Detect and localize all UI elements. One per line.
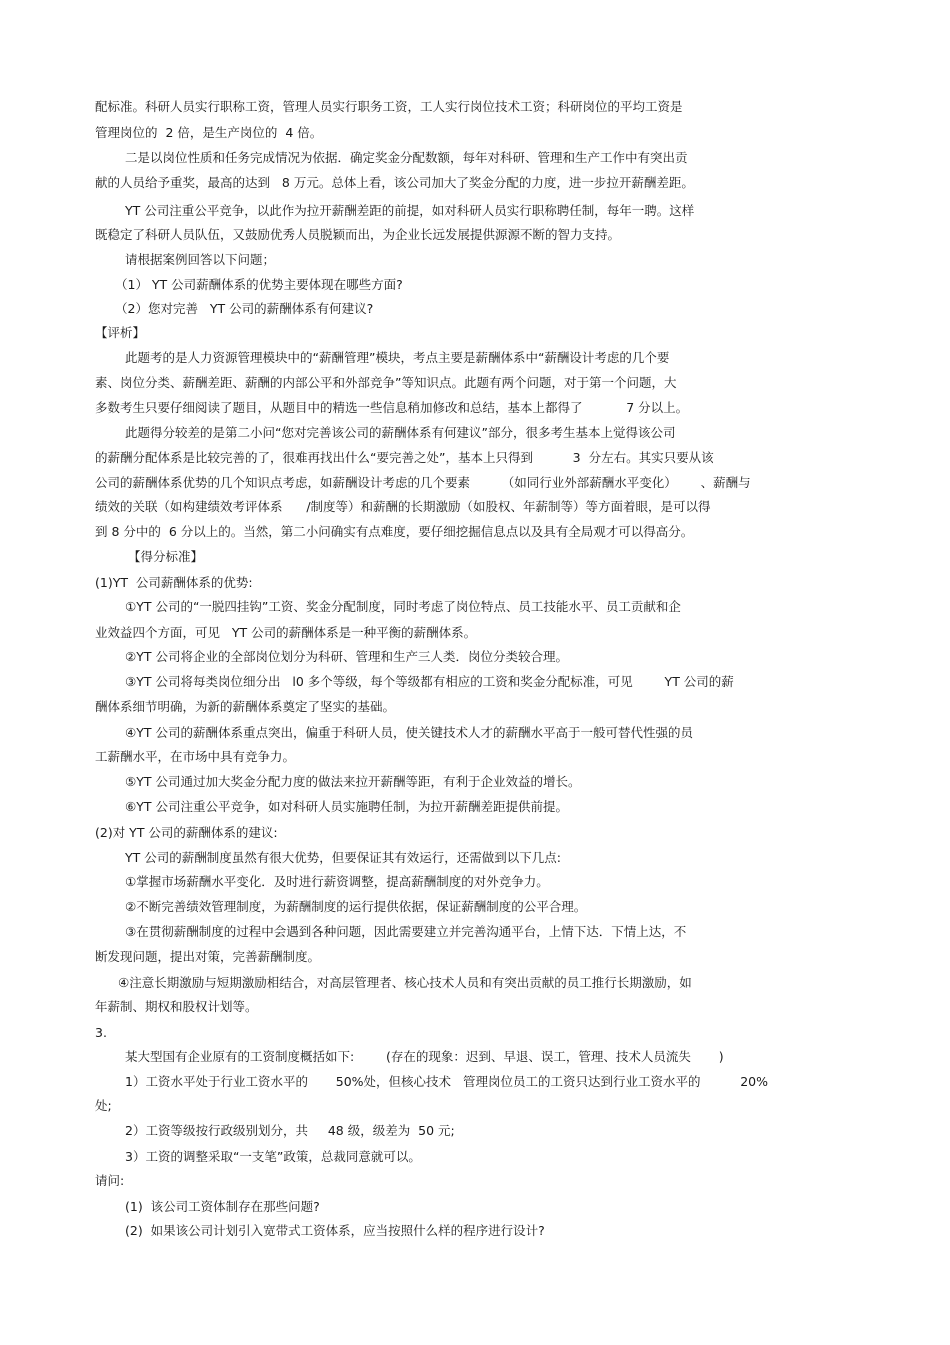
- text-line: 管理岗位的 2 倍，是生产岗位的 4 倍。: [95, 125, 323, 140]
- text-line: ⑤YT 公司通过加大奖金分配力度的做法来拉开薪酬等距，有利于企业效益的增长。: [125, 774, 581, 789]
- text-line: 绩效的关联（如构建绩效考评体系 /制度等）和薪酬的长期激励（如股权、年薪制等）等方面着眼，是可以得: [95, 499, 711, 514]
- text-line: 酬体系细节明确，为新的薪酬体系奠定了坚实的基础。: [95, 699, 396, 714]
- text-line: 素、岗位分类、薪酬差距、薪酬的内部公平和外部竞争”等知识点。此题有两个问题，对于第一个问题，大: [95, 375, 677, 390]
- text-line: ③YT 公司将每类岗位细分出 l0 多个等级，每个等级都有相应的工资和奖金分配标准，可见 YT 公司的薪: [125, 674, 734, 689]
- text-line: 公司的薪酬体系优势的几个知识点考虑，如薪酬设计考虑的几个要素 （如同行业外部薪酬水平变化） 、薪酬与: [95, 475, 751, 490]
- text-line: 的薪酬分配体系是比较完善的了，很难再找出什么“要完善之处”，基本上只得到 3 分左右。其实只要从该: [95, 450, 714, 465]
- text-line: 既稳定了科研人员队伍，又鼓励优秀人员脱颖而出，为企业长远发展提供源源不断的智力支持。: [95, 227, 621, 242]
- section-heading: 【评析】: [95, 325, 146, 340]
- text-line: ④注意长期激励与短期激励相结合，对高层管理者、核心技术人员和有突出贡献的员工推行长期激励，如: [118, 975, 692, 990]
- text-line: ③在贯彻薪酬制度的过程中会遇到各种问题，因此需要建立并完善沟通平台，上情下达．下情上达，不: [125, 924, 687, 939]
- text-line: 处;: [95, 1098, 112, 1113]
- question-number: 3.: [95, 1025, 107, 1040]
- text-line: (1)YT 公司薪酬体系的优势:: [95, 575, 253, 590]
- text-line: （1） YT 公司薪酬体系的优势主要体现在哪些方面?: [115, 277, 403, 292]
- text-line: 配标准。科研人员实行职称工资，管理人员实行职务工资，工人实行岗位技术工资；科研岗位的平均工资是: [95, 99, 683, 114]
- text-line: (1) 该公司工资体制存在那些问题?: [125, 1199, 320, 1214]
- text-line: YT 公司的薪酬制度虽然有很大优势，但要保证其有效运行，还需做到以下几点:: [125, 850, 561, 865]
- text-line: 工薪酬水平，在市场中具有竞争力。: [95, 749, 296, 764]
- text-line: 请问:: [95, 1173, 125, 1188]
- text-line: 此题考的是人力资源管理模块中的“薪酬管理”模块，考点主要是薪酬体系中“薪酬设计考虑的几个要: [125, 350, 670, 365]
- text-line: (2)对 YT 公司的薪酬体系的建议:: [95, 825, 278, 840]
- text-line: 二是以岗位性质和任务完成情况为依据．确定奖金分配数额，每年对科研、管理和生产工作中有突出贡: [125, 150, 688, 165]
- text-line: 3）工资的调整采取“一支笔”政策，总裁同意就可以。: [125, 1149, 421, 1164]
- text-line: ①掌握市场薪酬水平变化．及时进行薪资调整，提高薪酬制度的对外竞争力。: [125, 874, 549, 889]
- text-line: 多数考生只要仔细阅读了题目，从题目中的精选一些信息稍加修改和总结，基本上都得了 7 分以上。: [95, 400, 689, 415]
- text-line: (2) 如果该公司计划引入宽带式工资体系，应当按照什么样的程序进行设计?: [125, 1223, 545, 1238]
- text-line: （2）您对完善 YT 公司的薪酬体系有何建议?: [115, 301, 374, 316]
- text-line: 年薪制、期权和股权计划等。: [95, 999, 258, 1014]
- text-line: 到 8 分中的 6 分以上的。当然，第二小问确实有点难度，要仔细挖掘信息点以及具有全局观才可以得高分。: [95, 524, 694, 539]
- text-line: YT 公司注重公平竞争，以此作为拉开薪酬差距的前提，如对科研人员实行职称聘任制，每年一聘。这样: [125, 203, 695, 218]
- text-line: 此题得分较差的是第二小问“您对完善该公司的薪酬体系有何建议”部分，很多考生基本上觉得该公司: [125, 425, 676, 440]
- text-line: ④YT 公司的薪酬体系重点突出，偏重于科研人员，使关键技术人才的薪酬水平高于一般可替代性强的员: [125, 725, 693, 740]
- section-heading: 【得分标准】: [128, 549, 204, 564]
- text-line: ①YT 公司的“一脱四挂钩”工资、奖金分配制度，同时考虑了岗位特点、员工技能水平、员工贡献和企: [125, 599, 681, 614]
- text-line: ②YT 公司将企业的全部岗位划分为科研、管理和生产三人类．岗位分类较合理。: [125, 649, 568, 664]
- text-line: 断发现问题，提出对策，完善薪酬制度。: [95, 949, 321, 964]
- text-line: 请根据案例回答以下问题；: [125, 252, 276, 267]
- text-line: 1）工资水平处于行业工资水平的 50%处，但核心技术 管理岗位员工的工资只达到行业工资水平的 20%: [125, 1074, 768, 1089]
- text-line: 献的人员给予重奖，最高的达到 8 万元。总体上看，该公司加大了奖金分配的力度，进一步拉开薪酬差距。: [95, 175, 694, 190]
- text-line: ⑥YT 公司注重公平竞争，如对科研人员实施聘任制，为拉开薪酬差距提供前提。: [125, 799, 568, 814]
- text-line: 业效益四个方面，可见 YT 公司的薪酬体系是一种平衡的薪酬体系。: [95, 625, 477, 640]
- text-line: ②不断完善绩效管理制度，为薪酬制度的运行提供依据，保证薪酬制度的公平合理。: [125, 899, 587, 914]
- text-line: 某大型国有企业原有的工资制度概括如下: (存在的现象：迟到、早退、误工，管理、技术人员流失 ): [125, 1049, 724, 1064]
- text-line: 2）工资等级按行政级别划分，共 48 级，级差为 50 元;: [125, 1123, 455, 1138]
